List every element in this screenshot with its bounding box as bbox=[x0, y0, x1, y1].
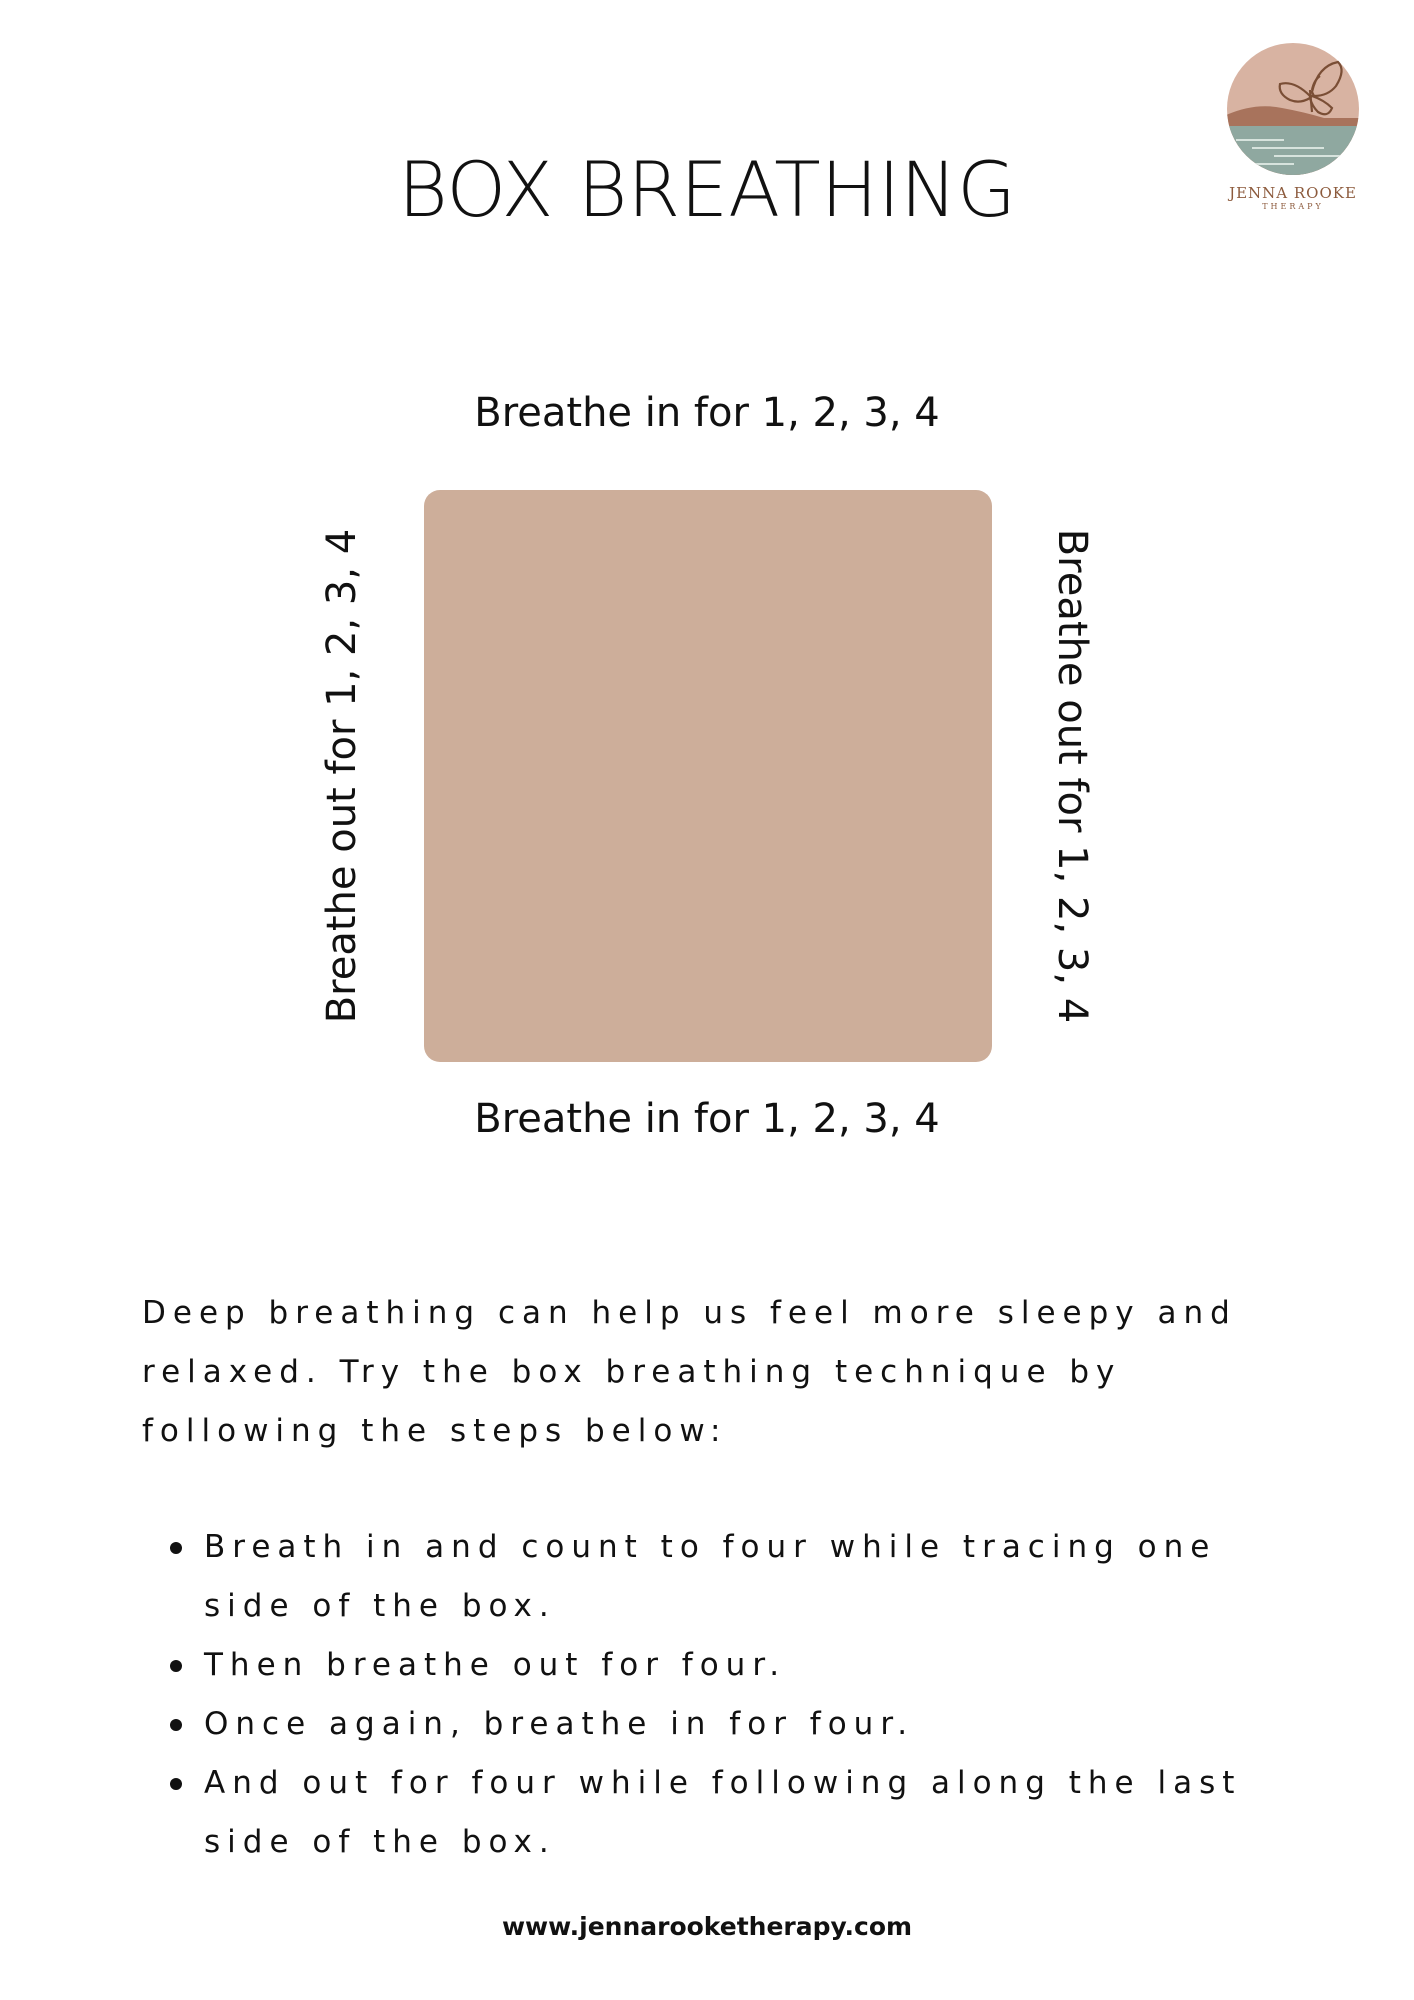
list-item bbox=[142, 1518, 1282, 1636]
steps-list bbox=[142, 1518, 1282, 1872]
list-item bbox=[142, 1695, 1282, 1754]
website-link[interactable]: www.jennarooketherapy.com bbox=[501, 1912, 913, 1941]
list-item bbox=[142, 1636, 1282, 1695]
logo-emblem bbox=[1224, 40, 1362, 178]
box-right-label: Breathe out for 1, 2, 3, 4 bbox=[1049, 528, 1095, 1024]
bullet-icon bbox=[170, 1719, 182, 1731]
bullet-icon bbox=[170, 1660, 182, 1672]
logo-name: JENNA ROOKE bbox=[1229, 184, 1357, 202]
box-top-label: Breathe in for 1, 2, 3, 4 bbox=[474, 390, 940, 436]
breathing-box bbox=[424, 490, 992, 1062]
list-item bbox=[142, 1754, 1282, 1872]
box-left-label: Breathe out for 1, 2, 3, 4 bbox=[319, 528, 365, 1024]
logo-subtitle: THERAPY bbox=[1262, 202, 1324, 211]
bullet-icon bbox=[170, 1542, 182, 1554]
box-bottom-label: Breathe in for 1, 2, 3, 4 bbox=[474, 1096, 940, 1142]
step-text: Breath in and count to four while tracing one side of the box. bbox=[204, 1529, 1217, 1624]
step-text: Once again, breathe in for four. bbox=[204, 1706, 915, 1742]
page-title: BOX BREATHING bbox=[397, 145, 1017, 234]
brand-logo bbox=[1224, 40, 1362, 210]
step-text: And out for four while following along the last side of the box. bbox=[204, 1765, 1242, 1860]
intro-paragraph: Deep breathing can help us feel more sleepy and relaxed. Try the box breathing technique by following the steps below: bbox=[142, 1295, 1237, 1449]
step-text: Then breathe out for four. bbox=[204, 1647, 787, 1683]
bullet-icon bbox=[170, 1778, 182, 1790]
